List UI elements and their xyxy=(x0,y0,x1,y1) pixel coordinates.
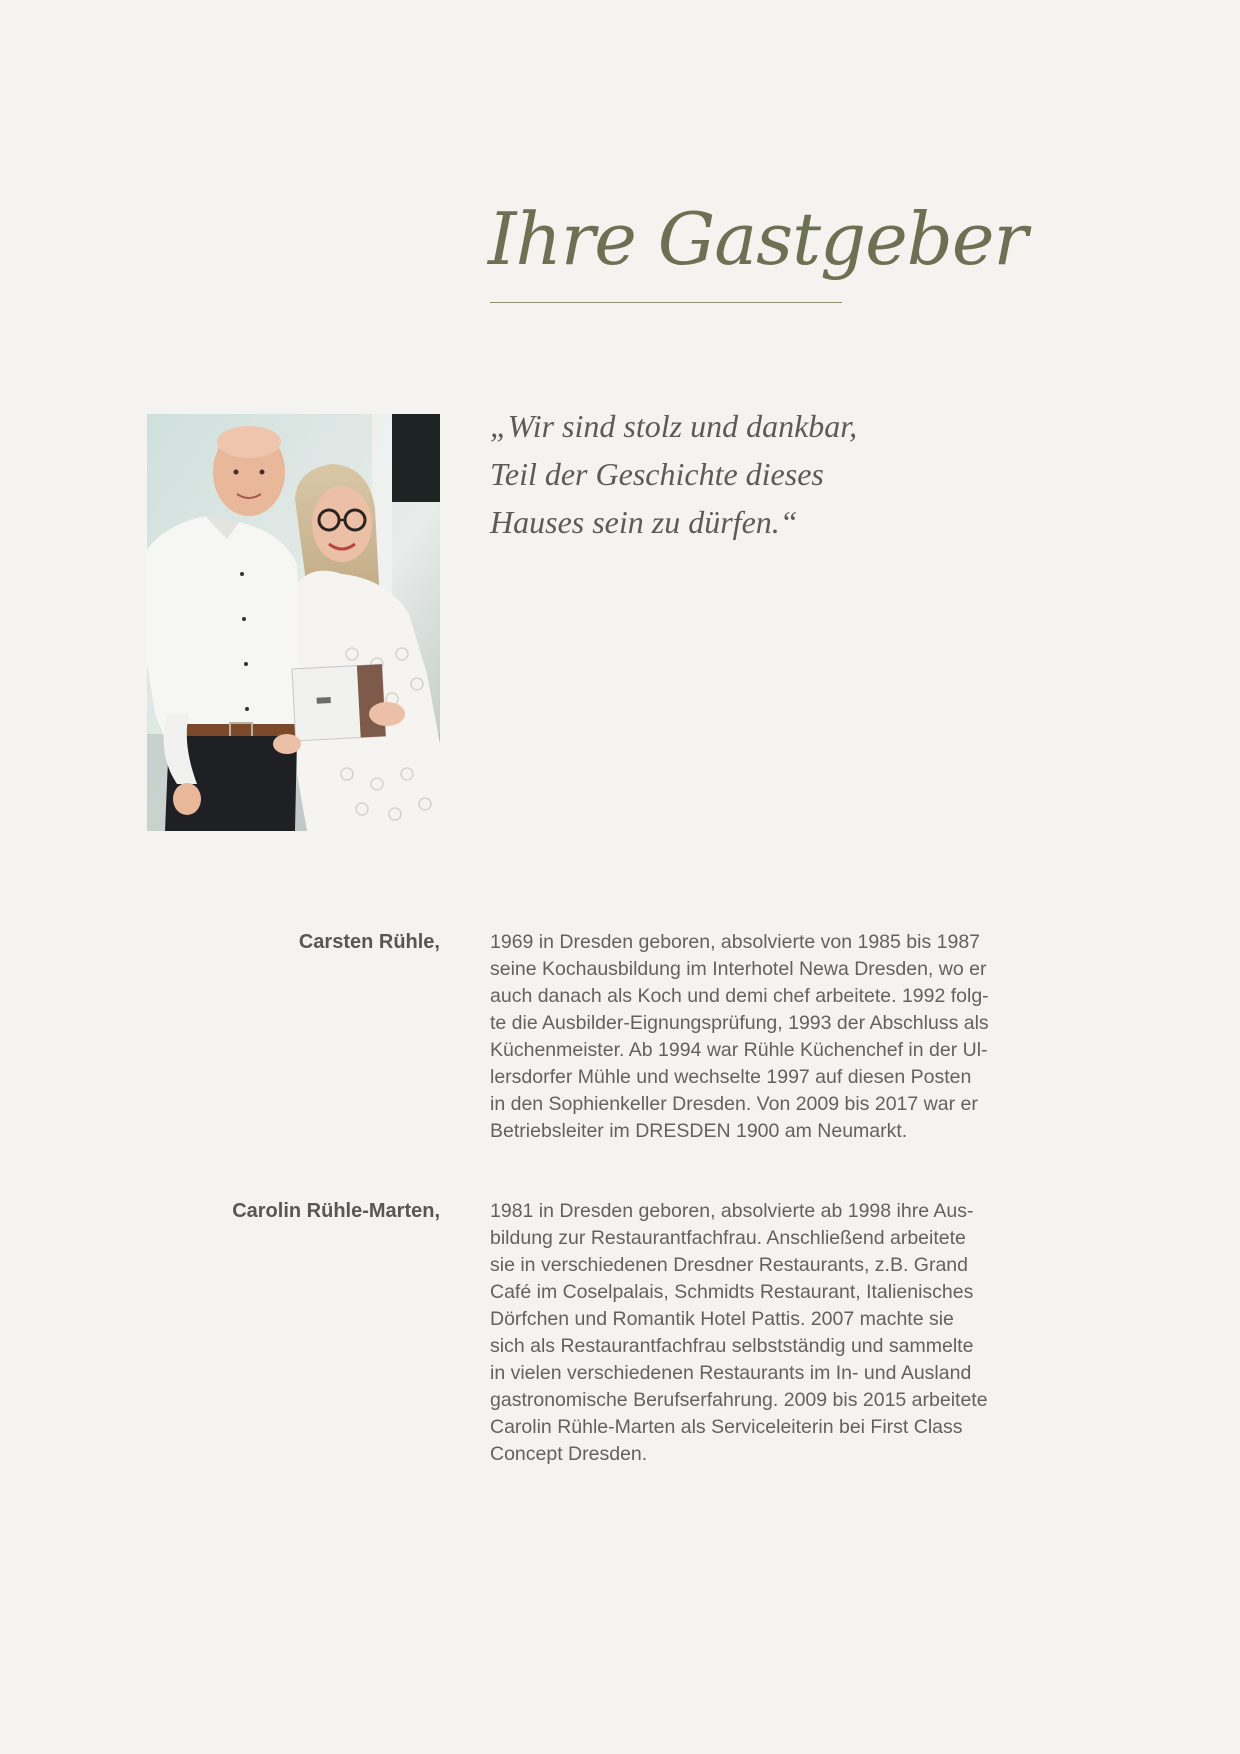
quote-line: Teil der Geschichte dieses xyxy=(490,456,824,492)
page-title: Ihre Gastgeber xyxy=(488,197,1027,281)
bio-line: sie in verschiedenen Dresdner Restaurants, z.B. Grand xyxy=(490,1254,968,1276)
bio-line: lersdorfer Mühle und wechselte 1997 auf diesen Posten xyxy=(490,1066,972,1088)
bio-line: seine Kochausbildung im Interhotel Newa Dresden, wo er xyxy=(490,958,987,980)
bio-line: sich als Restaurantfachfrau selbstständig und sammelte xyxy=(490,1335,974,1357)
bio-line: in vielen verschiedenen Restaurants im In- und Ausland xyxy=(490,1362,972,1384)
bio-line: Betriebsleiter im DRESDEN 1900 am Neumarkt. xyxy=(490,1120,908,1142)
bio-line: 1981 in Dresden geboren, absolvierte ab 1998 ihre Aus- xyxy=(490,1200,974,1222)
hosts-quote xyxy=(490,402,910,546)
bio-line: Concept Dresden. xyxy=(490,1443,648,1465)
bio-line: Dörfchen und Romantik Hotel Pattis. 2007 machte sie xyxy=(490,1308,954,1330)
quote-line: Hauses sein zu dürfen.“ xyxy=(490,504,798,540)
bio-line: 1969 in Dresden geboren, absolvierte von 1985 bis 1987 xyxy=(490,931,981,953)
bio-line: Küchenmeister. Ab 1994 war Rühle Küchenchef in der Ul- xyxy=(490,1039,988,1061)
host-name-carsten: Carsten Rühle, xyxy=(298,931,440,953)
bio-line: auch danach als Koch und demi chef arbeitete. 1992 folg- xyxy=(490,985,989,1007)
host-name-carolin: Carolin Rühle-Marten, xyxy=(232,1200,440,1222)
bio-line: Café im Coselpalais, Schmidts Restaurant, Italienisches xyxy=(490,1281,974,1303)
host-bio-carolin xyxy=(490,1198,1010,1468)
bio-line: te die Ausbilder-Eignungsprüfung, 1993 der Abschluss als xyxy=(490,1012,989,1034)
host-bio-carsten xyxy=(490,929,1010,1145)
bio-line: bildung zur Restaurantfachfrau. Anschließend arbeitete xyxy=(490,1227,966,1249)
title-underline xyxy=(490,302,842,303)
bio-line: in den Sophienkeller Dresden. Von 2009 bis 2017 war er xyxy=(490,1093,978,1115)
quote-line: „Wir sind stolz und dankbar, xyxy=(490,408,858,444)
bio-line: gastronomische Berufserfahrung. 2009 bis 2015 arbeitete xyxy=(490,1389,988,1411)
bio-line: Carolin Rühle-Marten als Serviceleiterin bei First Class xyxy=(490,1416,963,1438)
hosts-photo xyxy=(147,414,440,831)
